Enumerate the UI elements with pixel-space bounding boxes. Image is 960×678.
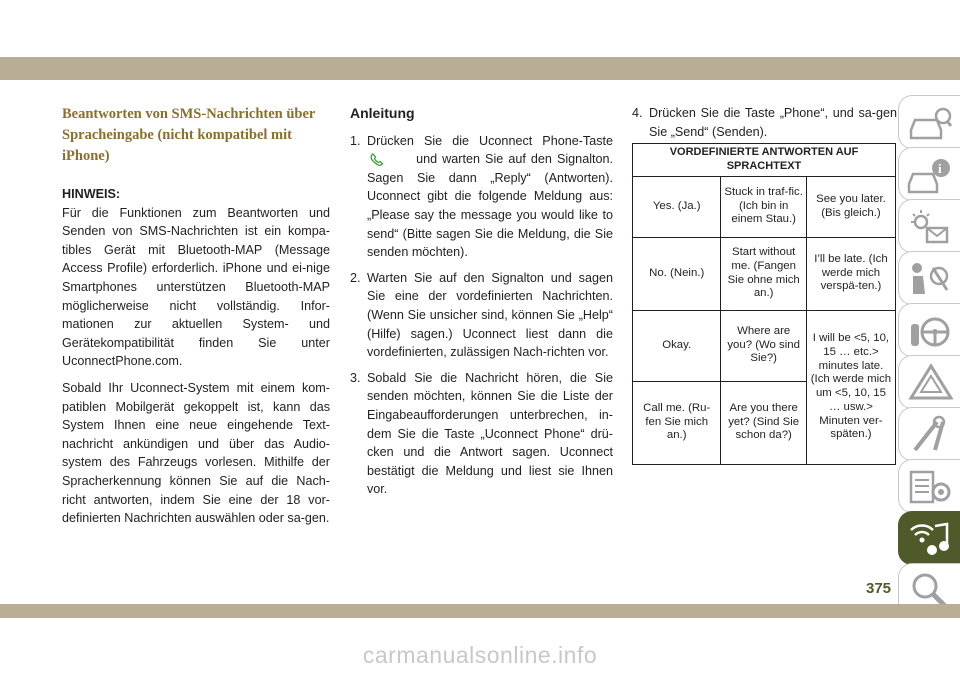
step-number: 2.: [350, 270, 361, 285]
step-text-after-icon: und warten Sie auf den Signalton. Sagen Sie dann „Reply“ (Antworten). Uconnect gibt die folgende Meldung aus: „Please say the message you would like to send“ (Bitte sagen Sie die Meldung, die Sie senden möchten).: [367, 152, 613, 260]
note-text: Für die Funktionen zum Beantworten und Senden von SMS-Nachrichten ist ein kompa-tibles Gerät mit Bluetooth-MAP (Message Access Profile) erforderlich. iPhone und ei-nige Smartphones unterstützen Bluetooth-MAP möglicherweise nicht vollständig. Infor-mationen zur aktuellen System- und Gerätekompatibilität finden Sie unter UconnectPhone.com.: [62, 205, 330, 369]
specifications-icon: [907, 466, 953, 508]
tab-emergency[interactable]: [898, 355, 960, 409]
bottom-decorative-band: [0, 604, 960, 618]
car-magnifier-icon: [907, 102, 953, 144]
table-cell: I will be <5, 10, 15 … etc.> minutes late. (Ich werde mich um <5, 10, 15 … usw.> Minuten ver-späten.): [806, 310, 895, 464]
seatbelt-airbag-icon: [907, 258, 953, 300]
table-cell: I’ll be late. (Ich werde mich verspä-ten.): [806, 237, 895, 310]
instructions-heading: Anleitung: [350, 105, 415, 121]
table-cell: See you later. (Bis gleich.): [806, 176, 895, 237]
steering-wheel-icon: [907, 310, 953, 352]
table-cell: No. (Nein.): [633, 237, 721, 310]
tab-warning-lights[interactable]: [898, 199, 960, 253]
step-4: [632, 104, 897, 141]
tab-maintenance[interactable]: [898, 407, 960, 461]
hazard-triangle-icon: [907, 362, 953, 404]
note-block: [62, 185, 330, 371]
right-column: [632, 104, 897, 148]
step-number: 4.: [632, 106, 643, 120]
tab-multimedia[interactable]: [898, 511, 960, 565]
step-3: [350, 369, 613, 499]
step-text: Warten Sie auf den Signalton und sagen Sie eine der vordefinierten Nachrichten. (Wenn Sie unsicher sind, können Sie „Help“ (Hilfe) sagen.) Uconnect liest dann die vordefinierten, zulässigen Nach-richten vor.: [367, 270, 613, 360]
page-number: 375: [866, 580, 892, 597]
note-title: HINWEIS:: [62, 187, 121, 201]
section-heading: Beantworten von SMS-Nachrichten über Spracheingabe (nicht kompatibel mit iPhone): [62, 106, 316, 164]
tab-car-info[interactable]: [898, 147, 960, 201]
car-info-icon: [907, 154, 953, 196]
multimedia-icon: [907, 518, 953, 560]
intro-paragraph: Sobald Ihr Uconnect-System mit einem kom-patiblen Mobilgerät gekoppelt ist, kann das System Ihnen eine neue eingehende Text-nachricht ankündigen und über das Audio-system des Fahrzeugs vorlesen. Mithilfe der Spracherkennung können Sie auf die Nach-richt antworten, indem Sie eine der 18 vor-definierten Nachrichten auswählen oder sa-gen.: [62, 380, 330, 526]
table-cell: Yes. (Ja.): [633, 176, 721, 237]
table-row: [633, 176, 896, 237]
tab-driving[interactable]: [898, 303, 960, 357]
table-cell: Call me. (Ru-fen Sie mich an.): [633, 381, 721, 464]
step-2: [350, 269, 613, 362]
tab-car-overview[interactable]: [898, 95, 960, 149]
tab-safety[interactable]: [898, 251, 960, 305]
step-text-before-icon: Drücken Sie die Uconnect Phone-Taste: [367, 133, 613, 148]
left-column: [62, 104, 330, 528]
step-text: Sobald Sie die Nachricht hören, die Sie senden möchten, können Sie die Liste der Eingabeaufforderungen unterbrechen, in-dem Sie die Taste „Uconnect Phone“ drü-cken und die Antwort sagen. Uconnect bestätigt die Meldung und liest sie Ihnen vor.: [367, 370, 613, 497]
step-number: 1.: [350, 133, 361, 148]
step-1: [350, 132, 613, 262]
top-decorative-band: [0, 57, 960, 80]
warning-lights-icon: [907, 206, 953, 248]
step-text: Drücken Sie die Taste „Phone“, und sa-gen Sie „Send“ (Senden).: [649, 106, 897, 139]
step-number: 3.: [350, 370, 361, 385]
predefined-responses-table: [632, 143, 896, 465]
tab-specifications[interactable]: [898, 459, 960, 513]
table-row: [633, 237, 896, 310]
table-cell: Start without me. (Fangen Sie ohne mich an.): [721, 237, 807, 310]
table-cell: Are you there yet? (Sind Sie schon da?): [721, 381, 807, 464]
table-header: VORDEFINIERTE ANTWORTEN AUF SPRACHTEXT: [633, 144, 896, 177]
instruction-steps: [350, 132, 613, 499]
watermark: carmanualsonline.info: [362, 642, 598, 668]
middle-column: [350, 104, 613, 506]
table-cell: Okay.: [633, 310, 721, 381]
tools-icon: [907, 414, 953, 456]
svg-text:i: i: [938, 161, 942, 176]
table-row: [633, 310, 896, 381]
table-cell: Where are you? (Wo sind Sie?): [721, 310, 807, 381]
phone-icon: [367, 153, 411, 167]
table-cell: Stuck in traf-fic. (Ich bin in einem Stau.): [721, 176, 807, 237]
